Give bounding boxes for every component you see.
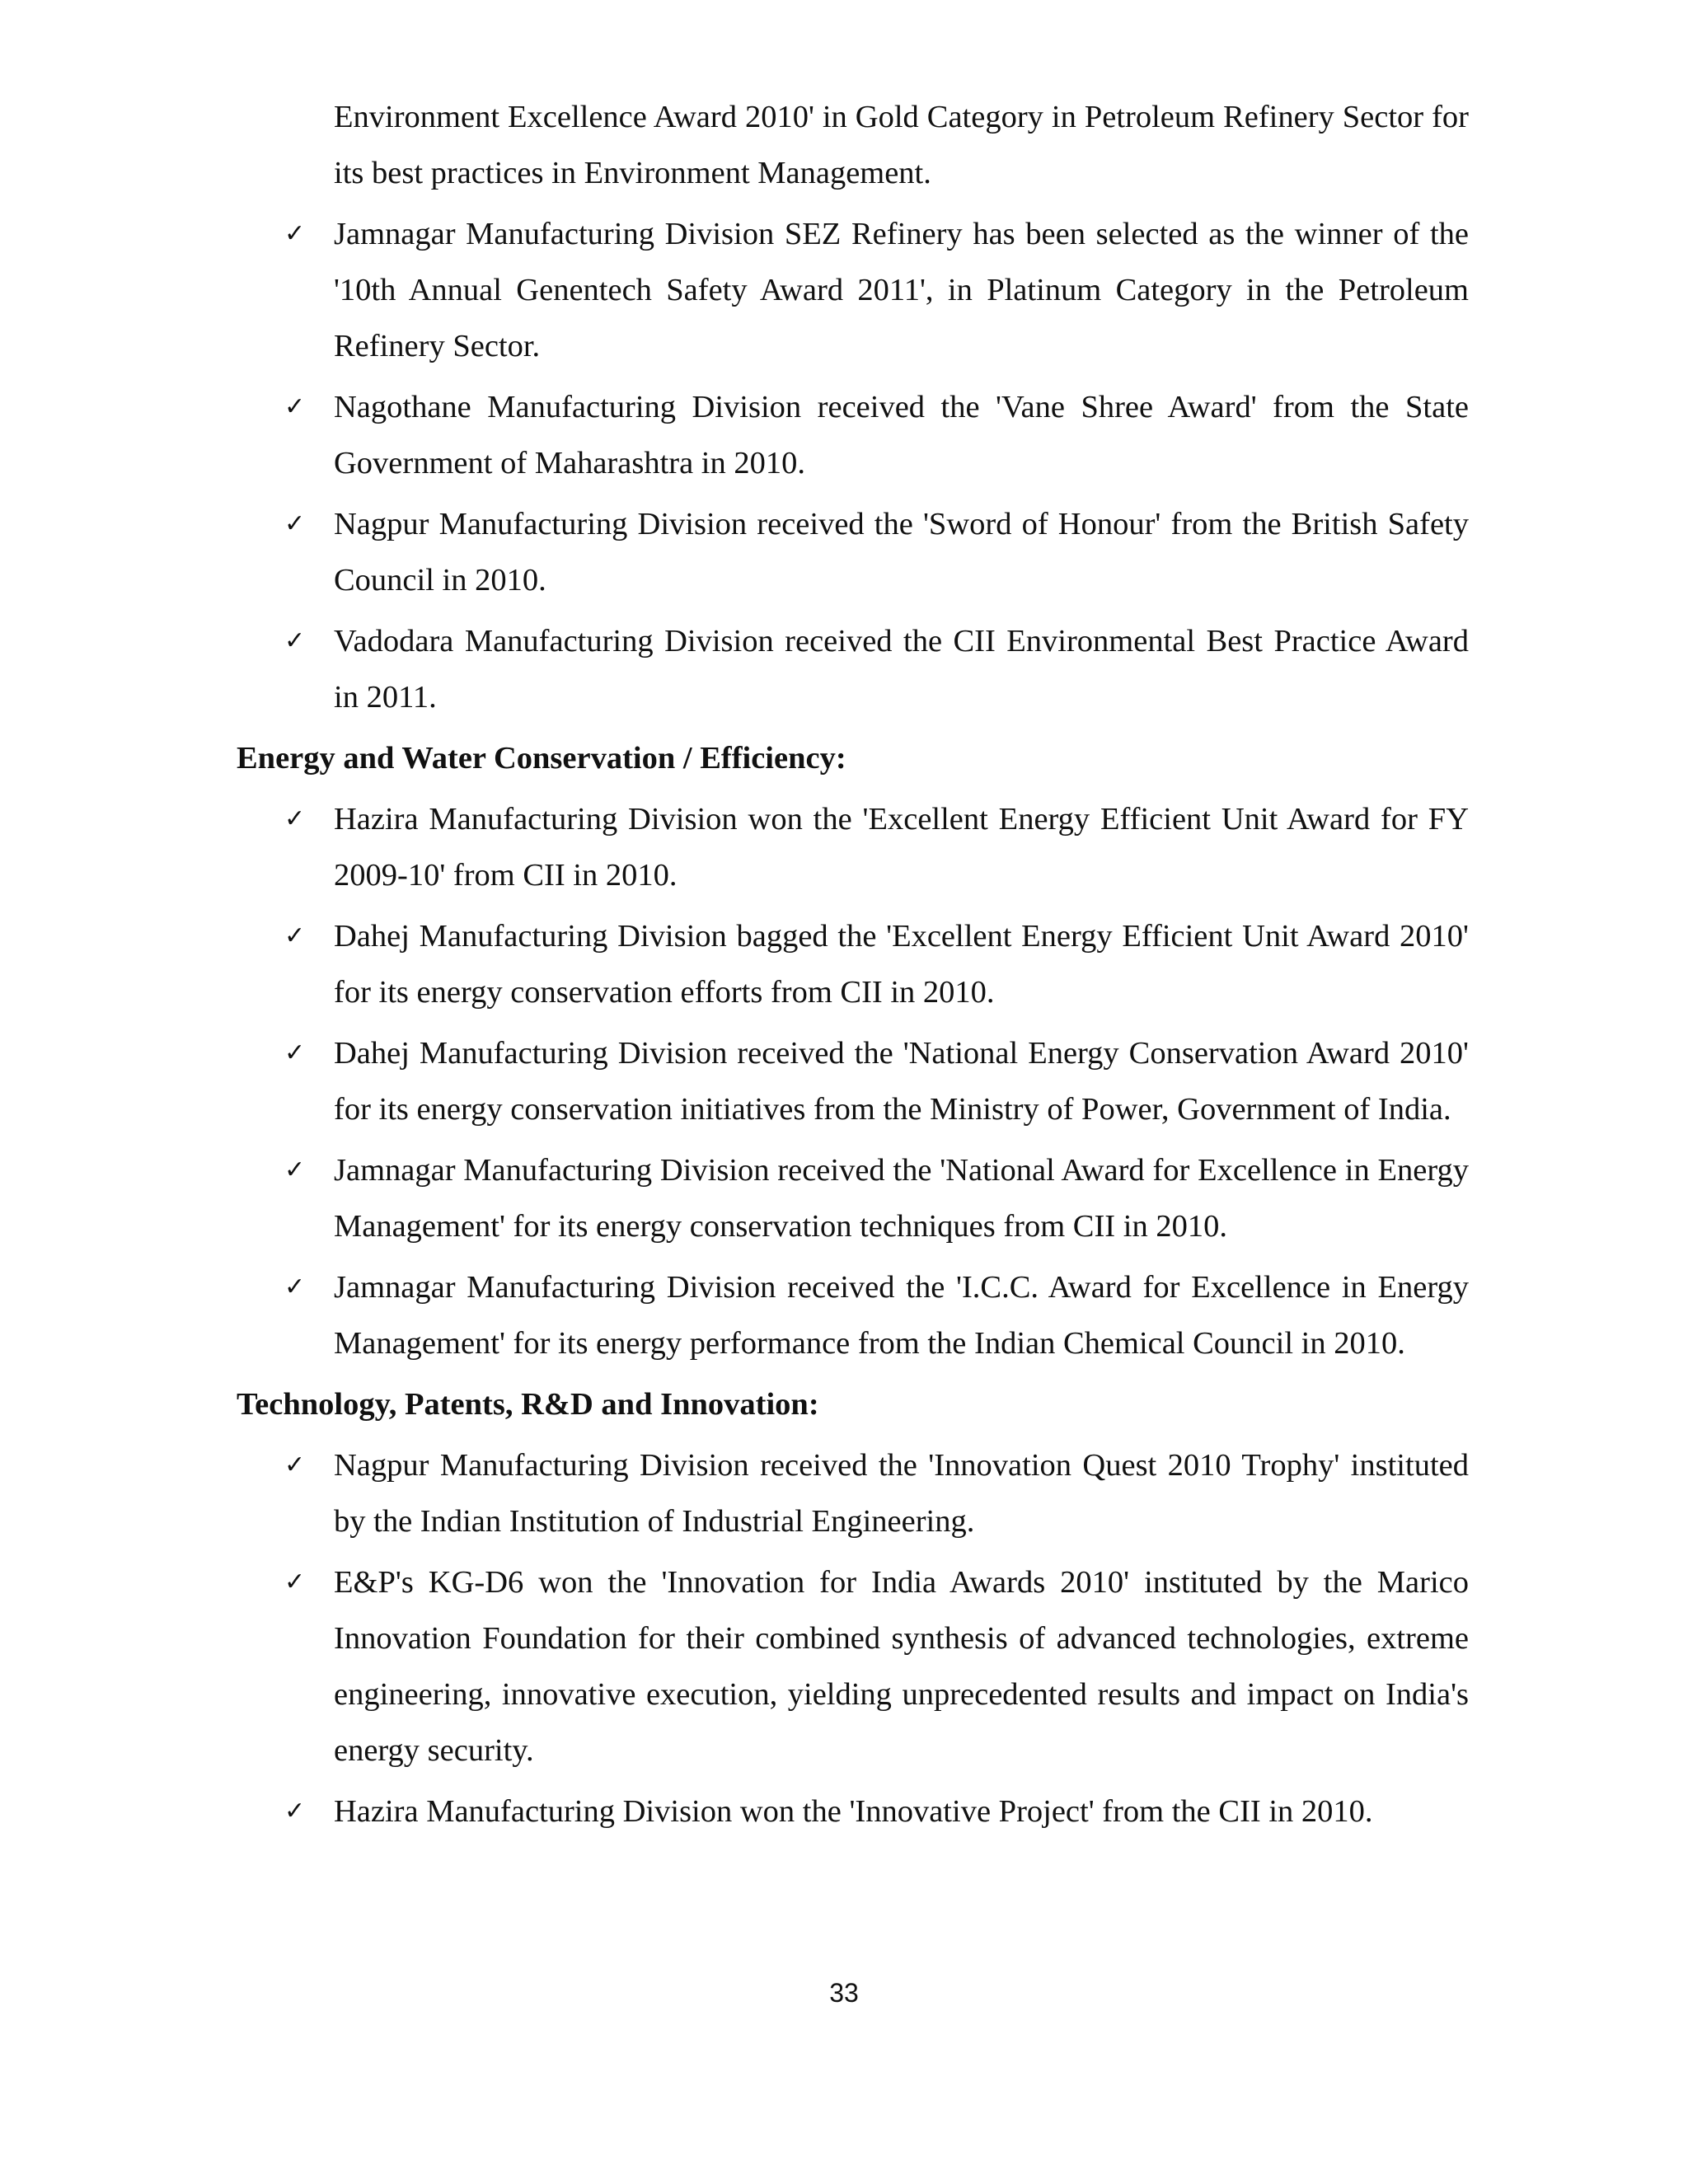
page-number: 33	[829, 1978, 859, 2008]
list-item	[237, 908, 1469, 1020]
section-heading-technology: Technology, Patents, R&D and Innovation:	[237, 1387, 819, 1422]
list-item-text: Jamnagar Manufacturing Division received the 'National Award for Excellence in Energy Management' for its energy conservation techniques from CII in 2010.	[334, 1153, 1469, 1244]
list-item-text: Environment Excellence Award 2010' in Gold Category in Petroleum Refinery Sector for its best practices in Environment Management.	[334, 100, 1469, 190]
list-item	[237, 496, 1469, 608]
list-item	[237, 1025, 1469, 1137]
list-item	[237, 379, 1469, 491]
checkmark-icon: ✓	[284, 392, 306, 421]
checkmark-icon: ✓	[284, 1797, 306, 1825]
checkmark-icon: ✓	[284, 804, 306, 833]
checkmark-icon: ✓	[284, 219, 306, 248]
checkmark-icon: ✓	[284, 921, 306, 950]
list-item-text: E&P's KG-D6 won the 'Innovation for India Awards 2010' instituted by the Marico Innovation Foundation for their combined synthesis of advanced technologies, extreme engineering, innovative execution, yielding unprecedented results and impact on India's energy security.	[334, 1565, 1469, 1768]
list-item	[237, 1554, 1469, 1779]
page-content	[237, 89, 1469, 1844]
list-item	[237, 1259, 1469, 1371]
section-heading-energy: Energy and Water Conservation / Efficiency:	[237, 741, 846, 776]
list-item	[237, 791, 1469, 903]
checkmark-icon: ✓	[284, 509, 306, 538]
list-item-text: Dahej Manufacturing Division bagged the 'Excellent Energy Efficient Unit Award 2010' for its energy conservation efforts from CII in 2010.	[334, 919, 1469, 1010]
checkmark-icon: ✓	[284, 626, 306, 655]
list-item-text: Dahej Manufacturing Division received the 'National Energy Conservation Award 2010' for its energy conservation initiatives from the Ministry of Power, Government of India.	[334, 1036, 1469, 1127]
list-item-text: Jamnagar Manufacturing Division received the 'I.C.C. Award for Excellence in Energy Management' for its energy performance from the Indian Chemical Council in 2010.	[334, 1270, 1469, 1361]
list-item	[237, 206, 1469, 374]
list-item-text: Nagothane Manufacturing Division received the 'Vane Shree Award' from the State Government of Maharashtra in 2010.	[334, 390, 1469, 480]
list-item-text: Jamnagar Manufacturing Division SEZ Refinery has been selected as the winner of the '10th Annual Genentech Safety Award 2011', in Platinum Category in the Petroleum Refinery Sector.	[334, 217, 1469, 363]
checkmark-icon: ✓	[284, 1038, 306, 1067]
checkmark-icon: ✓	[284, 1568, 306, 1596]
list-item-text: Hazira Manufacturing Division won the 'Innovative Project' from the CII in 2010.	[334, 1794, 1373, 1829]
list-item-text: Nagpur Manufacturing Division received the 'Sword of Honour' from the British Safety Council in 2010.	[334, 507, 1469, 598]
list-item-text: Hazira Manufacturing Division won the 'Excellent Energy Efficient Unit Award for FY 2009-10' from CII in 2010.	[334, 802, 1469, 893]
checkmark-icon: ✓	[284, 1155, 306, 1184]
list-item	[237, 1437, 1469, 1549]
list-item	[237, 613, 1469, 725]
list-item-text: Vadodara Manufacturing Division received the CII Environmental Best Practice Award in 2011.	[334, 624, 1469, 715]
list-item	[237, 1783, 1469, 1840]
checkmark-icon: ✓	[284, 1272, 306, 1301]
checkmark-icon: ✓	[284, 1451, 306, 1479]
list-item-continuation	[237, 89, 1469, 201]
list-item-text: Nagpur Manufacturing Division received the 'Innovation Quest 2010 Trophy' instituted by the Indian Institution of Industrial Engineering.	[334, 1448, 1469, 1539]
list-item	[237, 1142, 1469, 1254]
